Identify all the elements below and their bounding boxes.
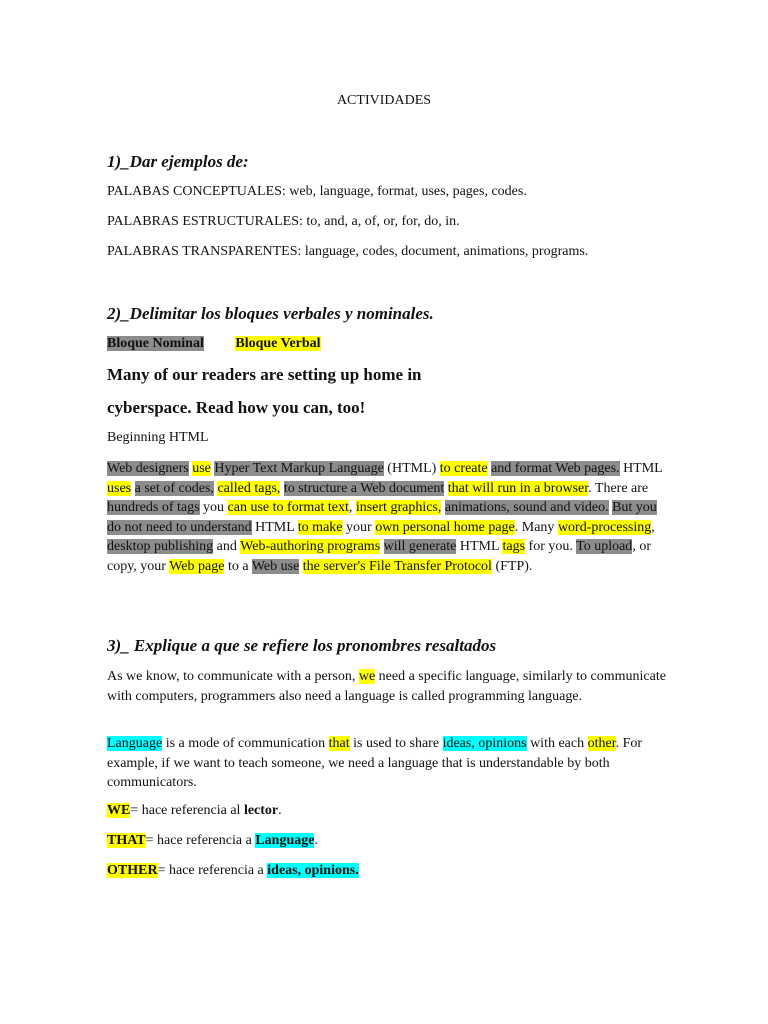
verbal-block: to create	[439, 461, 488, 476]
verbal-block: the server's File Transfer Protocol	[302, 558, 492, 574]
verbal-block: Web-authoring programs	[240, 539, 381, 554]
legend	[107, 336, 321, 352]
nominal-block: But you do not need to understand	[107, 500, 657, 535]
headline-line-1: Many of our readers are setting up home in	[107, 365, 422, 384]
verbal-block: uses	[107, 480, 132, 496]
nominal-block: Hyper Text Markup Language	[214, 461, 384, 476]
subheading: Beginning HTML	[107, 430, 209, 445]
nominal-block: a set of codes,	[134, 480, 214, 496]
pronoun-other: other	[587, 736, 616, 751]
nominal-block: will generate	[383, 539, 457, 554]
html-paragraph: Web designers use Hyper Text Markup Language (HTML) to create and format Web pages. HTML uses a set of codes, called tags, to structure a Web document that will run in a browser. There are hundreds of tags you can use to format text, insert graphics, animations, sound and video. But you do not need to understand HTML to make your own personal home page. Many word-processing, desktop publishing and Web-authoring programs will generate HTML tags for you. To upload, or copy, your Web page to a Web use the server's File Transfer Protocol (FTP).	[107, 461, 663, 574]
nominal-block: Web designers	[107, 461, 189, 476]
nominal-block: To upload	[576, 539, 633, 554]
verbal-block: to make	[297, 519, 343, 535]
language-definition-paragraph: Language is a mode of communication that is used to share ideas, opinions with each other. For example, if we want to teach someone, we need a language that is understandable by both communicators.	[107, 736, 643, 790]
referent-ideas-opinions: ideas, opinions	[442, 736, 527, 751]
section-1-heading: 1)_Dar ejemplos de:	[107, 152, 249, 171]
conceptual-words: PALABAS CONCEPTUALES: web, language, format, uses, pages, codes.	[107, 184, 527, 199]
nominal-block: animations, sound and video.	[444, 500, 609, 515]
answer-we: WE= hace referencia al lector.	[107, 803, 282, 818]
page-title: ACTIVIDADES	[336, 93, 432, 108]
pronoun-that: that	[328, 736, 350, 751]
answer-other: OTHER= hace referencia a ideas, opinions.	[107, 863, 359, 878]
verbal-block: tags	[502, 539, 526, 554]
section-3-heading: 3)_ Explique a que se refiere los pronombres resaltados	[107, 636, 497, 655]
verbal-block: Web page	[169, 558, 225, 574]
verbal-block: insert graphics,	[355, 500, 442, 515]
verbal-block: use	[192, 461, 211, 476]
verbal-block: word-processing	[557, 519, 652, 535]
legend-nominal: Bloque Nominal	[107, 336, 204, 351]
nominal-block: to structure a Web document	[283, 480, 445, 496]
referent-language: Language	[107, 736, 163, 751]
nominal-block: hundreds of tags	[107, 500, 200, 515]
headline-line-2: cyberspace. Read how you can, too!	[107, 398, 366, 417]
legend-verbal: Bloque Verbal	[235, 336, 321, 351]
pronoun-we: we	[358, 669, 376, 684]
verbal-block: called tags,	[217, 480, 281, 496]
verbal-block: can use to format text	[227, 500, 349, 515]
structural-words: PALABRAS ESTRUCTURALES: to, and, a, of, or, for, do, in.	[107, 214, 460, 229]
transparent-words: PALABRAS TRANSPARENTES: language, codes, document, animations, programs.	[107, 244, 589, 259]
verbal-block: that will run in a browser	[447, 480, 589, 496]
programming-language-paragraph: As we know, to communicate with a person, we need a specific language, similarly to communicate with computers, programmers also need a language is called programming language.	[107, 669, 666, 704]
verbal-block: own personal home page	[375, 519, 515, 535]
section-2-heading: 2)_Delimitar los bloques verbales y nominales.	[107, 304, 434, 323]
nominal-block: and format Web pages.	[491, 461, 620, 476]
nominal-block: Web use	[251, 558, 300, 574]
answer-that: THAT= hace referencia a Language.	[107, 833, 318, 848]
nominal-block: desktop publishing	[107, 539, 214, 554]
